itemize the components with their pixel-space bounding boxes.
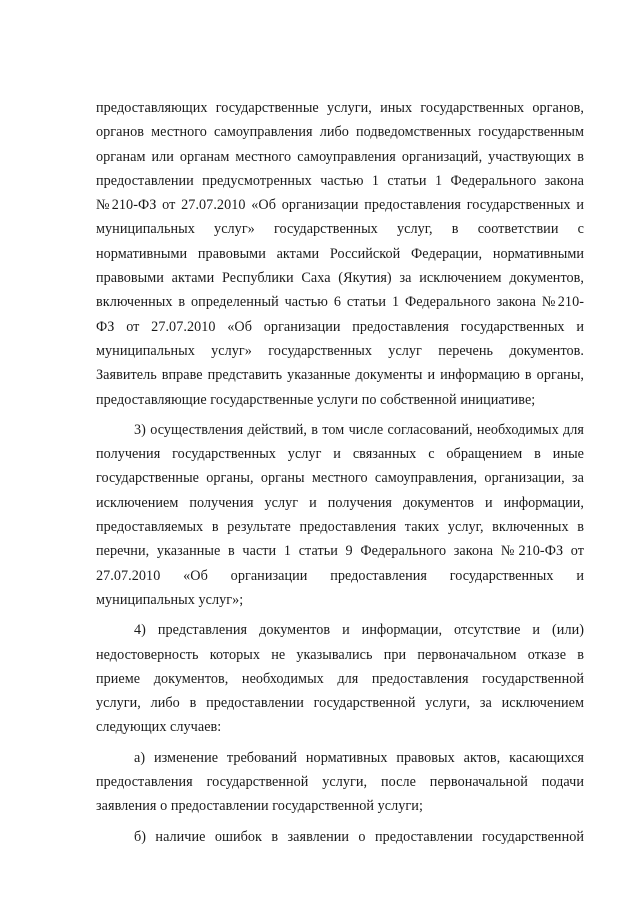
text-line: 27.07.2010 «Об организации предоставления государственных и xyxy=(96,567,584,584)
text-line: муниципальных услуг» государственных услуг, в соответствии с xyxy=(96,221,584,238)
paragraph-subitem-b xyxy=(96,825,584,849)
text-line: №210-ФЗ от 27.07.2010 «Об организации предоставления государственных и xyxy=(96,197,584,214)
text-line: следующих случаев: xyxy=(96,719,222,736)
text-line: недостоверность которых не указывались при первоначальном отказе в xyxy=(96,646,584,663)
text-line: приеме документов, необходимых для предоставления государственной xyxy=(96,670,584,687)
text-line: 4) представления документов и информации, отсутствие и (или) xyxy=(134,622,584,639)
text-line: предоставляемых в результате предоставления таких услуг, включенных в xyxy=(96,519,584,536)
text-line: получения государственных услуг и связанных с обращением в иные xyxy=(96,446,584,463)
text-line: ФЗ от 27.07.2010 «Об организации предоставления государственных и xyxy=(96,318,584,335)
text-line: нормативными правовыми актами Российской Федерации, нормативными xyxy=(96,245,584,262)
text-line: перечни, указанные в части 1 статьи 9 Федерального закона №210-ФЗ от xyxy=(96,543,584,560)
text-line: предоставления государственной услуги, после первоначальной подачи xyxy=(96,774,584,791)
document-page xyxy=(96,96,584,855)
text-line: а) изменение требований нормативных правовых актов, касающихся xyxy=(134,749,584,766)
text-line: б) наличие ошибок в заявлении о предоставлении государственной xyxy=(134,828,584,845)
text-line: включенных в определенный частью 6 статьи 1 Федерального закона №210- xyxy=(96,294,584,311)
text-line: 3) осуществления действий, в том числе согласований, необходимых для xyxy=(134,421,584,438)
paragraph-continuation xyxy=(96,96,584,412)
text-line: предоставляющих государственные услуги, иных государственных органов, xyxy=(96,100,584,116)
text-line: предоставлении предусмотренных частью 1 статьи 1 Федерального закона xyxy=(96,172,584,189)
paragraph-item-3 xyxy=(96,418,584,612)
text-line: заявления о предоставлении государственной услуги; xyxy=(96,798,423,815)
text-line: правовыми актами Республики Саха (Якутия) за исключением документов, xyxy=(96,270,584,287)
text-line: органов местного самоуправления либо подведомственных государственным xyxy=(96,124,584,141)
paragraph-item-4 xyxy=(96,618,584,739)
text-line: исключением получения услуг и получения документов и информации, xyxy=(96,494,584,511)
text-line: органам или органам местного самоуправления организаций, участвующих в xyxy=(96,148,584,165)
text-line: муниципальных услуг»; xyxy=(96,591,244,608)
text-line: муниципальных услуг» государственных услуг перечень документов. xyxy=(96,342,584,359)
text-line: услуги, либо в предоставлении государственной услуги, за исключением xyxy=(96,695,584,712)
text-line: государственные органы, органы местного самоуправления, организации, за xyxy=(96,470,584,487)
text-line: Заявитель вправе представить указанные документы и информацию в органы, xyxy=(96,367,584,384)
text-line: предоставляющие государственные услуги по собственной инициативе; xyxy=(96,391,536,408)
paragraph-subitem-a xyxy=(96,746,584,819)
